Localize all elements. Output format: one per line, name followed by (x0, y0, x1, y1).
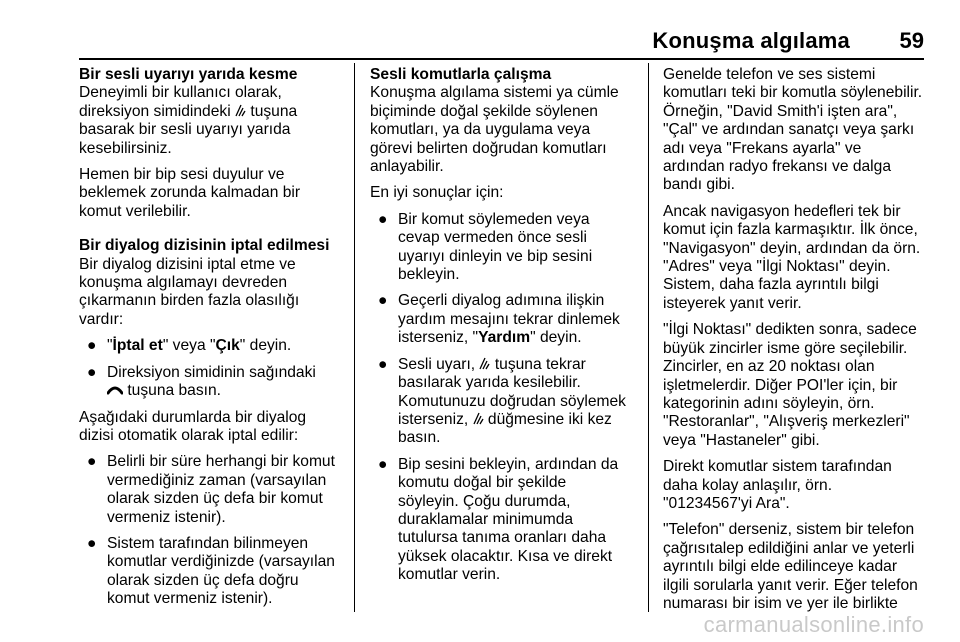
section-heading-cancel: Bir diyalog dizisinin iptal edilmesi (79, 237, 330, 255)
text-line: daha kolay anlaşılır, örn. (663, 476, 833, 494)
text-line: büyük zincirler isme göre seçilebilir. (663, 339, 908, 357)
text-line: veya "Hastaneler" gibi. (663, 431, 820, 449)
list-item: ● Geçerli diyalog adımına ilişkin yardım mesajını tekrar dinlemek isterseniz, "Yardım" deyin. (378, 292, 620, 347)
text-line: Hemen bir bip sesi duyulur ve (79, 166, 285, 184)
bullet-icon: ● (378, 355, 388, 373)
list-item: ● Belirli bir süre herhangi bir komut vermediğiniz zaman (varsayılan olarak sizden üç defa bir komut vermeniz istenir). (87, 453, 335, 526)
text-line: adı veya "Frekans ayarla" ve (663, 139, 862, 157)
text-line: çağrısıtalep edildiğini anlar ve yeterli (663, 539, 915, 557)
text-line: anlayabilir. (370, 158, 444, 176)
end-call-icon (107, 385, 123, 395)
bullet-icon: ● (378, 455, 388, 473)
text-line: "Adres" veya "İlgi Noktası" deyin. (663, 258, 891, 276)
text-line: komut verilebilir. (79, 202, 191, 220)
text-line: Sistem, daha fazla ayrıntılı bilgi (663, 276, 879, 294)
text-line: "Navigasyon" deyin, ardından da örn. (663, 239, 921, 257)
text-line: direksiyon simidindeki tuşuna (79, 102, 298, 120)
text-line: biçiminde doğal şekilde söylenen (370, 102, 598, 120)
text-line: Bir diyalog dizisini iptal etme ve (79, 255, 296, 273)
text-line: basarak bir sesli uyarıyı yarıda (79, 121, 291, 139)
text-line: görevi belirten doğrudan komutları (370, 139, 607, 157)
voice-button-icon (479, 357, 490, 370)
list-item: ● "İptal et" veya "Çık" deyin. (87, 337, 292, 355)
column-1 (79, 66, 343, 609)
text-line: beklemek zorunda kalmadan bir (79, 184, 301, 202)
bullet-icon: ● (87, 363, 97, 381)
bullet-icon: ● (378, 210, 388, 228)
text-line: bandı gibi. (663, 176, 735, 194)
column-divider-2 (648, 63, 649, 612)
text-line: Zincirler, en az 20 noktası olan (663, 358, 875, 376)
text-line: Genelde telefon ve ses sistemi (663, 66, 876, 83)
column-3 (663, 66, 928, 613)
bullet-icon: ● (378, 292, 388, 310)
text-line: Aşağıdaki durumlarda bir diyalog (79, 408, 307, 426)
text-line: ardından radyo frekansı ve dalga (663, 158, 891, 176)
text-line: Ancak navigasyon hedefleri tek bir (663, 202, 901, 220)
text-line: numarası bir isim ve yer ile birlikte (663, 594, 898, 612)
text-line: "Çal" ve ardından sanatçı veya şarkı (663, 121, 915, 139)
text-line: "Restoranlar", "Alışveriş merkezleri" (663, 413, 910, 431)
page-title: Konuşma algılama (652, 28, 850, 53)
list-item: ● Sistem tarafından bilinmeyen komutlar verdiğinizde (varsayılan olarak sizden üç defa doğru komut vermeniz istenir). (87, 534, 335, 608)
text-line: dizisi otomatik olarak iptal edilir: (79, 426, 299, 444)
text-line: "01234567'yi Ara". (663, 494, 790, 512)
bullet-icon: ● (87, 534, 97, 552)
voice-button-icon (473, 412, 484, 425)
text-line: Deneyimli bir kullanıcı olarak, (79, 84, 282, 102)
list-item: ● Sesli uyarı, tuşuna tekrar basılarak yarıda kesilebilir. Komutunuzu doğrudan söylemek isterseniz, düğmesine iki kez basın. (378, 355, 626, 447)
text-line: komut için fazla karmaşıktır. İlk önce, (663, 221, 918, 239)
text-line: "Telefon" derseniz, sistem bir telefon (663, 521, 915, 539)
page-number: 59 (899, 28, 924, 53)
text-line: çıkarmanın birden fazla olasılığı (79, 292, 300, 310)
text-line: "İlgi Noktası" dedikten sonra, sadece (663, 321, 917, 339)
section-heading-commands: Sesli komutlarla çalışma (370, 66, 552, 83)
text-line: kesebilirsiniz. (79, 139, 172, 157)
text-line: komutları teki bir komutla söylenebilir. (663, 84, 923, 102)
watermark: carmanualsonline.info (703, 612, 924, 637)
bullet-icon: ● (87, 337, 97, 355)
list-item: ● Direksiyon simidinin sağındaki tuşuna basın. (87, 363, 316, 400)
section-heading-interrupt: Bir sesli uyarıyı yarıda kesme (79, 66, 298, 83)
text-line: işletmelerdir. Diğer POI'ler için, bir (663, 376, 898, 394)
text-line: ayrıntılı bilgi elde edilinceye kadar (663, 558, 898, 576)
text-line: En iyi sonuçlar için: (370, 184, 504, 202)
list-item: ● Bip sesini bekleyin, ardından da komutu doğal bir şekilde söyleyin. Çoğu durumda, duraklamalar minimumda tutulursa tanıma oranları daha yüksek olacaktır. Kısa ve direkt komutlar verin. (378, 455, 619, 584)
text-line: isteyerek yanıt verir. (663, 294, 802, 312)
text-line: konuşma algılamayı devreden (79, 274, 288, 292)
text-line: Direkt komutlar sistem tarafından (663, 458, 892, 476)
text-line: Konuşma algılama sistemi ya cümle (370, 84, 619, 102)
bullet-icon: ● (87, 453, 97, 471)
column-divider-1 (354, 63, 355, 612)
text-line: komutları, ya da uygulama veya (370, 121, 591, 139)
column-2 (370, 66, 638, 585)
text-line: vardır: (79, 310, 124, 328)
text-line: Örneğin, "David Smith'i işten ara", (663, 102, 898, 120)
text-line: ilgili sorularla yanıt verir. Eğer telefon (663, 576, 918, 594)
list-item: ● Bir komut söylemeden veya cevap vermeden önce sesli uyarıyı dinleyin ve bip sesini bekleyin. (378, 210, 593, 284)
header-divider (79, 58, 924, 60)
voice-button-icon (235, 104, 246, 117)
text-line: kategorinin adını söyleyin, örn. (663, 394, 875, 412)
